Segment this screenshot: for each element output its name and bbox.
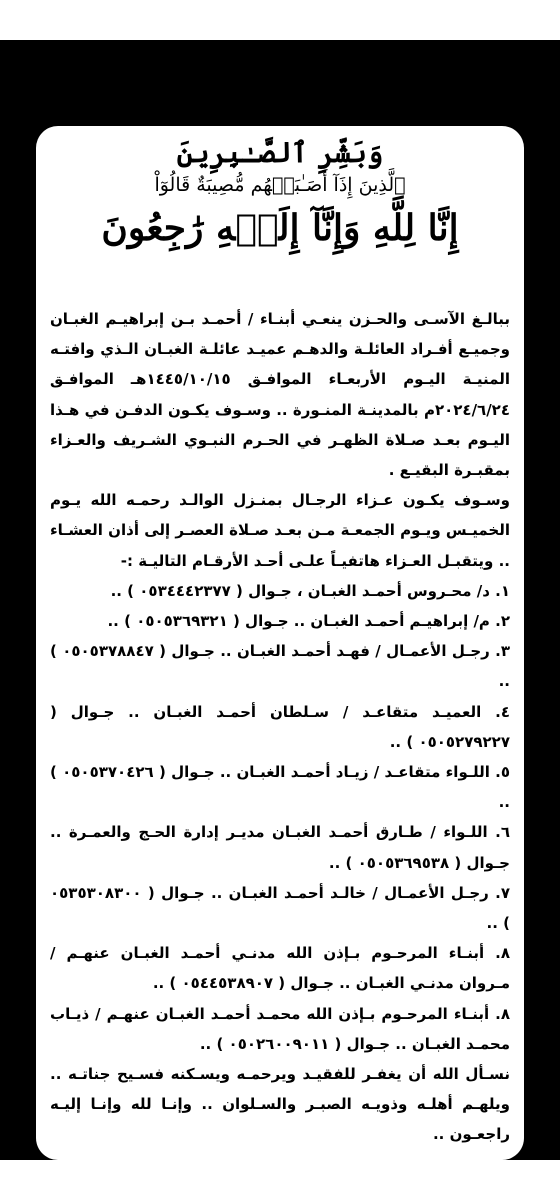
- verse-line-2: ٱلَّذِينَ إِذَآ أَصَـٰبَتۡهُم مُّصِيبَةٌ قَالُوٓاْ: [154, 174, 406, 196]
- obituary-body: [50, 304, 510, 1150]
- contact-item: ٥. اللـواء متقاعـد / زيـاد أحمـد الغبـان .. جـوال ( ٠٥٠٥٣٧٠٤٢٦ ) ..: [50, 763, 510, 812]
- verse-line-3: إِنَّا لِلَّهِ وَإِنَّآ إِلَيۡهِ رَٰجِعُونَ: [101, 207, 459, 249]
- contact-item: ٤. العميـد متقاعـد / سـلطان أحمـد الغبـان .. جـوال ( ٠٥٠٥٢٧٩٢٢٧ ) ..: [50, 702, 510, 751]
- contact-item: ٨. أبنـاء المرحـوم بـإذن الله مدنـي أحمـد الغبـان عنهـم / مـروان مدنـي الغبـان .. جـوال ( ٠٥٤٤٥٣٨٩٠٧ ) ..: [50, 944, 510, 993]
- intro-paragraph: ببالـغ الآسـى والحـزن ينعـي أبنـاء / أحمـد بـن إبراهيـم الغبـان وجميـع أفـراد العائلـة والدهـم عميـد عائلـة الغبـان الـذي وافتـه المنيـة اليـوم الأربعـاء الموافـق ١٤٤٥/١٠/١٥هـ الموافـق ٢٠٢٤/٦/٢٤م بالمدينـة المنـورة .. وسـوف يكـون الدفـن في هـذا اليـوم بعـد صـلاة الظهـر في الحـرم النبـوي الشـريف والعـزاء بمقبـرة البقيـع .: [50, 310, 510, 480]
- contact-item: ٨. أبنـاء المرحـوم بـإذن الله محمـد أحمـد الغبـان عنهـم / ذيـاب محمـد الغبـان .. جـوال ( ٠٥٠٢٦٠٠٩٠١١ ) ..: [50, 1004, 510, 1053]
- contact-item: ٧. رجـل الأعمـال / خالـد أحمـد الغبـان .. جـوال ( ٠٥٣٥٣٠٨٣٠٠ ) ..: [50, 883, 510, 933]
- black-frame: [0, 40, 560, 1160]
- contact-item: ٣. رجـل الأعمـال / فهـد أحمـد الغبـان .. جـوال ( ٠٥٠٥٣٧٨٨٤٧ ) ..: [50, 642, 510, 691]
- contact-item: ٢. م/ إبراهيـم أحمـد الغبـان .. جـوال ( ٠٥٠٥٣٦٩٣٢١ ) ..: [107, 612, 510, 631]
- contact-item: ٦. اللـواء / طـارق أحمـد الغبـان مديـر إدارة الحـج والعمـرة .. جـوال ( ٠٥٠٥٣٦٩٥٣٨ ) ..: [50, 823, 510, 872]
- closing-paragraph: نسـأل الله أن يغفـر للفقيـد ويرحمـه ويسـكنه فسـيح جناتـه .. ويلهـم أهلـه وذويـه الصبـر والسـلوان .. وإنـا لله وإنـا إليـه راجعـون ..: [50, 1065, 510, 1144]
- condolence-paragraph: وسـوف يكـون عـزاء الرجـال بمنـزل الوالـد رحمـه الله يـوم الخميـس ويـوم الجمعـة مـن بعـد صـلاة العصـر إلى أذان العشـاء .. ويتقبـل العـزاء هاتفيـاً علـى أحـد الأرقـام التاليـة :-: [50, 491, 510, 570]
- contact-item: ١. د/ محـروس أحمـد الغبـان ، جـوال ( ٠٥٣٤٤٤٢٣٧٧ ) ..: [110, 581, 510, 600]
- contacts-list: [50, 576, 510, 1059]
- obituary-card: [36, 126, 524, 1160]
- verse-line-1: وَبَشِّرِ ٱلصَّـٰبِرِينَ: [176, 136, 384, 169]
- verse-header: [36, 136, 524, 254]
